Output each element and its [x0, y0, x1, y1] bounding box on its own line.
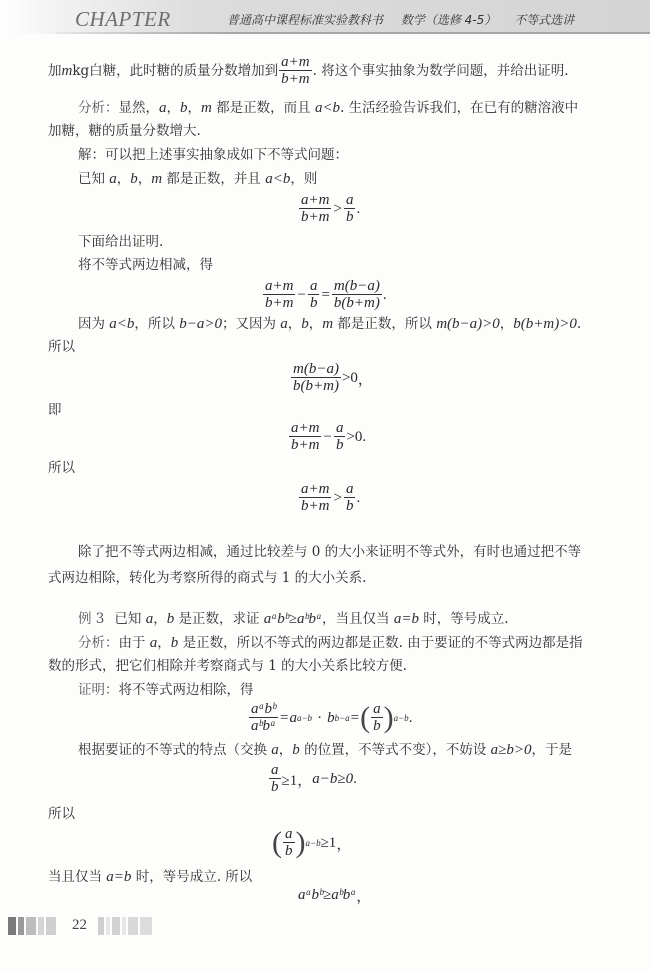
- inequality-5: [268, 762, 357, 796]
- operator: −: [297, 286, 306, 303]
- text: . 生活经验告诉我们，在已有的糖溶液中: [340, 100, 579, 116]
- proof-line: [78, 681, 254, 699]
- decor-bar: [8, 917, 16, 935]
- denominator: b: [345, 498, 354, 514]
- text: 显然，: [118, 100, 159, 116]
- denominator: b: [335, 437, 344, 453]
- decor-bar: [38, 917, 44, 935]
- var: a: [149, 635, 158, 651]
- analysis-paragraph: [78, 99, 578, 117]
- text: ，: [287, 316, 302, 332]
- condition: a<b: [109, 316, 135, 332]
- text: 根据要证的不等式的特点（交换: [78, 742, 272, 758]
- numerator: a+m: [281, 54, 310, 70]
- var: m: [151, 171, 163, 187]
- text: 都是正数，所以: [333, 316, 437, 332]
- text: ；又因为: [221, 316, 281, 332]
- numerator: a: [335, 420, 344, 436]
- condition: b(b+m)>0: [513, 316, 577, 332]
- analysis-2-line-2: 数的形式，把它们相除并考察商式与 1 的大小关系比较方便.: [48, 658, 407, 674]
- right-paren: ): [383, 701, 394, 734]
- condition: a≥b>0: [490, 742, 532, 758]
- denominator: b(b+m): [333, 295, 380, 311]
- rhs: ≥1，: [281, 772, 313, 789]
- punct: .: [353, 770, 357, 787]
- fraction: [299, 192, 331, 226]
- numerator: a: [285, 826, 293, 842]
- condition: a<b: [265, 171, 291, 187]
- text: ，: [278, 742, 293, 758]
- text: 当且仅当: [48, 869, 107, 885]
- remark-line-1: 除了把不等式两边相减，通过比较差与 0 的大小来证明不等式外，有时也通过把不等: [78, 544, 582, 560]
- operator: −: [323, 428, 332, 445]
- text: ，: [137, 171, 152, 187]
- fraction: [332, 278, 382, 312]
- numerator: a: [345, 481, 354, 497]
- rhs: >0: [341, 369, 358, 386]
- numerator: a: [373, 701, 381, 717]
- punct: .: [356, 200, 361, 217]
- text: ，于是: [531, 742, 572, 758]
- exponent: a−b: [305, 838, 321, 848]
- fraction: [269, 762, 281, 796]
- condition: a=b: [106, 869, 132, 885]
- text: ，则: [290, 171, 318, 187]
- numerator: aᵃbᵇ: [251, 701, 277, 717]
- denominator: aᵇbᵃ: [251, 718, 277, 734]
- ie-label: 即: [48, 402, 62, 418]
- denominator: b: [285, 843, 293, 859]
- fraction: [371, 701, 383, 735]
- text: 加: [48, 63, 62, 79]
- fraction: [283, 826, 295, 860]
- text: 已知: [114, 611, 146, 627]
- fraction: [291, 361, 341, 395]
- denominator: b+m: [281, 71, 310, 87]
- var: b: [166, 611, 175, 627]
- var-m: m: [61, 63, 73, 79]
- var: b: [180, 100, 188, 116]
- var: a: [159, 100, 167, 116]
- symmetry-line: [78, 741, 572, 759]
- inequality-2: [290, 361, 373, 395]
- text: 都是正数，并且: [162, 171, 266, 187]
- proof-intro: 下面给出证明.: [78, 234, 164, 250]
- analysis-label: 分析：: [78, 635, 119, 651]
- fraction: [334, 420, 346, 454]
- fraction: [299, 481, 331, 515]
- var: b: [292, 742, 300, 758]
- numerator: a+m: [301, 481, 330, 497]
- book-subject: 数学（选修 4-5）: [400, 13, 497, 27]
- condition: a<b: [314, 100, 341, 116]
- page-number: 22: [72, 917, 87, 933]
- final-inequality: [298, 885, 371, 906]
- punct: .: [382, 286, 387, 303]
- operator: >: [333, 200, 342, 217]
- decor-bar: [106, 917, 110, 935]
- base: a: [289, 709, 297, 726]
- operator: =: [280, 709, 289, 726]
- so-label: 所以: [48, 806, 75, 822]
- fraction: [279, 54, 311, 88]
- operator: >: [333, 489, 342, 506]
- expression: aᵃbᵇ≥aᵇbᵃ: [298, 887, 357, 903]
- text: 已知: [78, 171, 110, 187]
- text: . 将这个事实抽象为数学问题，并给出证明.: [312, 63, 569, 79]
- decor-bar: [18, 917, 24, 935]
- fraction: [344, 192, 356, 226]
- decor-bar: [140, 917, 152, 935]
- text: 是正数，所以不等式的两边都是正数. 由于要证的不等式两边都是指: [178, 635, 583, 651]
- condition: b−a>0: [179, 316, 222, 332]
- numerator: a+m: [291, 420, 320, 436]
- header-rule: [55, 32, 650, 34]
- numerator: m(b−a): [293, 361, 339, 377]
- fraction: [263, 278, 295, 312]
- numerator: a: [309, 278, 318, 294]
- numerator: a+m: [301, 192, 330, 208]
- quotient-equation: [248, 701, 412, 735]
- text: 时，等号成立.: [418, 611, 509, 627]
- var: a: [145, 611, 154, 627]
- punct: .: [362, 428, 367, 445]
- inequality-3: [288, 420, 366, 454]
- var: a: [109, 171, 117, 187]
- numerator: m(b−a): [333, 278, 380, 294]
- condition: m(b−a)>0: [436, 316, 500, 332]
- example-3-heading: [78, 610, 509, 628]
- fraction: [289, 420, 321, 454]
- footer-decoration-right: [98, 917, 152, 935]
- numerator: a+m: [265, 278, 294, 294]
- decor-bar: [26, 917, 36, 935]
- var: a: [280, 316, 288, 332]
- footer-decoration-left: [8, 917, 56, 935]
- punct: ，: [336, 836, 352, 853]
- text: 的位置，不等式不变），不妨设: [299, 742, 491, 758]
- text: ，当且仅当: [322, 611, 394, 627]
- base: b: [327, 709, 335, 726]
- denominator: b: [309, 295, 318, 311]
- var: b: [170, 635, 179, 651]
- fraction: [249, 701, 278, 735]
- text: 都是正数，而且: [211, 100, 315, 116]
- text: ，: [157, 635, 171, 651]
- exponent: a−b: [393, 713, 409, 723]
- analysis-2-line-1: [78, 634, 583, 652]
- text: 时，等号成立. 所以: [131, 869, 253, 885]
- denominator: b+m: [301, 498, 330, 514]
- chapter-label: CHAPTER: [75, 7, 171, 31]
- exponent: a−b: [296, 713, 313, 723]
- denominator: b+m: [265, 295, 294, 311]
- exponent: b−a: [334, 713, 350, 723]
- iff-line: [48, 868, 252, 886]
- condition: a=b: [393, 611, 419, 627]
- punct: .: [356, 489, 361, 506]
- text: 将不等式两边相除，得: [118, 682, 254, 698]
- denominator: b+m: [301, 209, 330, 225]
- var: a: [271, 742, 279, 758]
- punct: .: [576, 316, 582, 332]
- claim: aᵃbᵇ≥aᵇbᵃ: [263, 611, 323, 627]
- left-paren: (: [360, 701, 371, 734]
- operator: =: [350, 709, 360, 726]
- book-topic: 不等式选讲: [514, 13, 575, 27]
- so-label: 所以: [48, 339, 75, 355]
- text: ，: [187, 100, 201, 116]
- so-label: 所以: [48, 460, 75, 476]
- punct: .: [408, 709, 413, 726]
- decor-bar: [122, 917, 126, 935]
- inequality-1: [298, 192, 360, 226]
- decor-bar: [46, 917, 56, 935]
- var: b: [130, 171, 138, 187]
- inequality-4: [298, 481, 360, 515]
- difference-equation: [262, 278, 387, 312]
- text: 因为: [78, 316, 110, 332]
- book-series: 普通高中课程标准实验教科书: [227, 13, 384, 27]
- analysis-label: 分析：: [78, 100, 119, 116]
- var: b: [301, 316, 309, 332]
- analysis-continuation: 加糖，糖的质量分数增大.: [48, 123, 201, 139]
- text: ，: [308, 316, 323, 332]
- proof-label: 证明：: [78, 682, 119, 698]
- text: ，: [116, 171, 131, 187]
- rhs: ≥1: [320, 834, 337, 851]
- solution-intro: 解：可以把上述事实抽象成如下不等式问题：: [78, 147, 348, 163]
- inequality-6: [272, 826, 351, 860]
- decor-bar: [128, 917, 138, 935]
- text: 是正数，求证: [174, 611, 264, 627]
- numerator: a: [345, 192, 354, 208]
- example-label: 例 3: [78, 611, 105, 627]
- problem-statement-line: [48, 54, 569, 88]
- text: kg白糖，此时糖的质量分数增加到: [72, 63, 279, 79]
- denominator: b(b+m): [293, 378, 339, 394]
- right-paren: ): [295, 826, 306, 859]
- text: ，: [153, 611, 167, 627]
- decor-bar: [112, 917, 120, 935]
- denominator: b+m: [291, 437, 320, 453]
- denominator: b: [271, 779, 279, 795]
- condition: a−b≥0: [312, 770, 354, 787]
- denominator: b: [345, 209, 354, 225]
- decor-bar: [98, 917, 104, 935]
- numerator: a: [271, 762, 279, 778]
- fraction: [344, 481, 356, 515]
- var: m: [322, 316, 334, 332]
- text: ，所以: [134, 316, 180, 332]
- operator: ·: [317, 709, 323, 726]
- page-header: [0, 0, 650, 34]
- operator: =: [321, 286, 330, 303]
- subtract-intro: 将不等式两边相减，得: [78, 257, 213, 273]
- book-title: [227, 11, 588, 28]
- text: ，: [499, 316, 514, 332]
- fraction: [308, 278, 320, 312]
- var: m: [201, 100, 212, 116]
- text: 由于: [118, 635, 150, 651]
- punct: ，: [356, 889, 372, 905]
- denominator: b: [373, 718, 381, 734]
- remark-line-2: 式两边相除，转化为考察所得的商式与 1 的大小关系.: [48, 570, 367, 586]
- given-line: [78, 170, 317, 188]
- text: ，: [166, 100, 180, 116]
- punct: ，: [357, 371, 373, 388]
- rhs: >0: [346, 428, 363, 445]
- because-line: [78, 315, 581, 333]
- left-paren: (: [272, 826, 282, 859]
